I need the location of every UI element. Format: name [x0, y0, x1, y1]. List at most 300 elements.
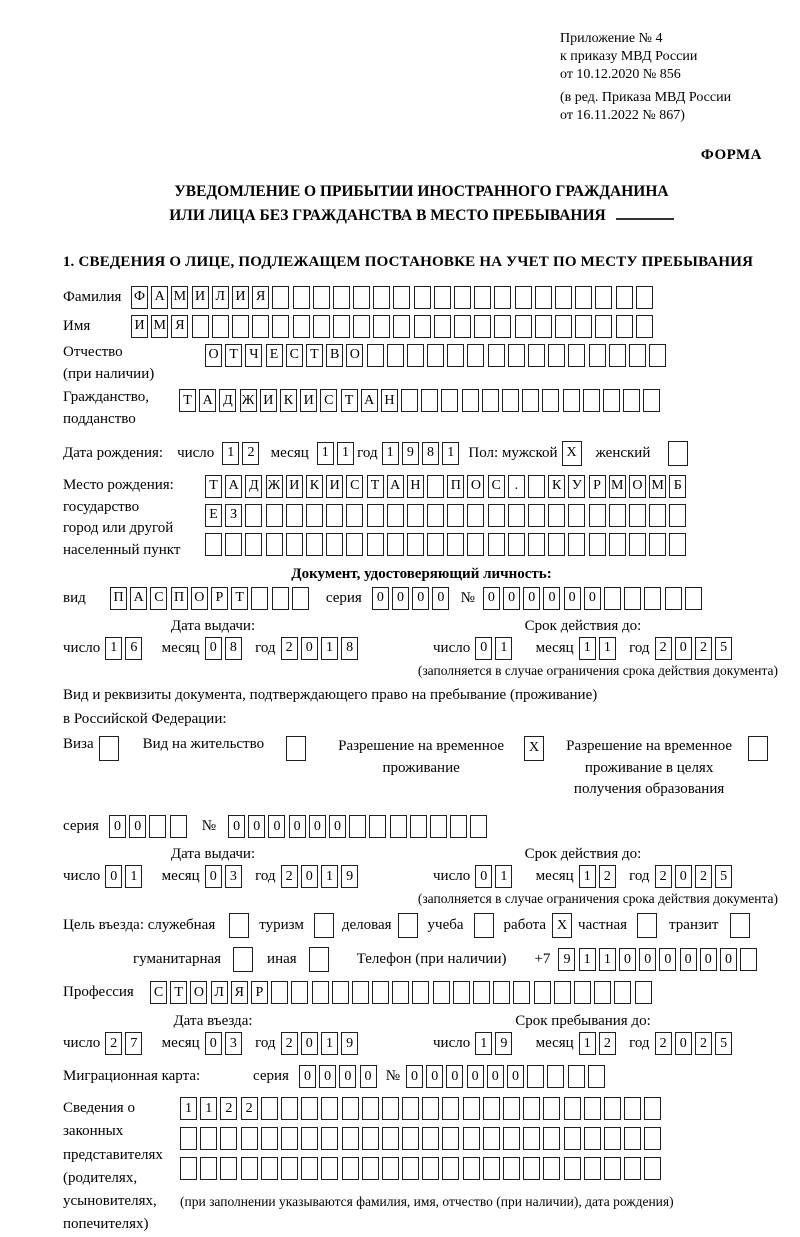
- permit-issue-month-cells: [205, 865, 245, 888]
- char-box: 2: [242, 442, 259, 465]
- char-box: [447, 533, 464, 556]
- char-box: 5: [715, 1032, 732, 1055]
- char-box: .: [508, 475, 525, 498]
- char-box: О: [205, 344, 222, 367]
- char-box: Т: [179, 389, 196, 412]
- char-box: [494, 315, 511, 338]
- entry-day-cells: [105, 1032, 145, 1055]
- char-box: 0: [301, 1032, 318, 1055]
- char-box: [604, 587, 621, 610]
- char-box: Ж: [266, 475, 283, 498]
- char-box: И: [131, 315, 148, 338]
- char-box: [333, 315, 350, 338]
- mig-series-label: серия: [253, 1068, 289, 1085]
- char-box: [333, 286, 350, 309]
- char-box: [225, 533, 242, 556]
- purpose-other-checkbox: [309, 947, 329, 972]
- char-box: [353, 286, 370, 309]
- char-box: [542, 389, 559, 412]
- char-box: [595, 286, 612, 309]
- char-box: О: [467, 475, 484, 498]
- char-box: [281, 1127, 298, 1150]
- char-box: 0: [564, 587, 581, 610]
- char-box: М: [649, 475, 666, 498]
- purpose-transit-label: транзит: [669, 917, 719, 934]
- char-box: М: [171, 286, 188, 309]
- char-box: 0: [619, 948, 636, 971]
- month-label: месяц: [161, 1035, 200, 1052]
- doc-valid-month-cells: [579, 637, 619, 660]
- char-box: [346, 504, 363, 527]
- year-label: год: [629, 868, 650, 885]
- char-box: [624, 1157, 641, 1180]
- char-box: 0: [639, 948, 656, 971]
- char-box: 0: [507, 1065, 524, 1088]
- char-box: 0: [339, 1065, 356, 1088]
- char-box: [522, 389, 539, 412]
- char-box: С: [150, 981, 167, 1004]
- char-box: 1: [579, 637, 596, 660]
- char-box: [422, 1097, 439, 1120]
- char-box: [382, 1157, 399, 1180]
- char-box: 9: [495, 1032, 512, 1055]
- char-box: [483, 1157, 500, 1180]
- migration-card-row: [63, 1065, 780, 1088]
- char-box: Е: [205, 504, 222, 527]
- char-box: [467, 344, 484, 367]
- char-box: [427, 504, 444, 527]
- birth-date-row: [63, 441, 780, 466]
- char-box: [441, 389, 458, 412]
- phone-prefix: +7: [534, 951, 551, 968]
- char-box: Е: [266, 344, 283, 367]
- gender-male-checkbox: X: [562, 441, 582, 466]
- char-box: [200, 1127, 217, 1150]
- char-box: [462, 389, 479, 412]
- char-box: 5: [715, 637, 732, 660]
- char-box: [454, 286, 471, 309]
- char-box: 1: [317, 442, 334, 465]
- char-box: [293, 286, 310, 309]
- surname-label: Фамилия: [63, 288, 122, 305]
- char-box: [414, 315, 431, 338]
- char-box: [393, 286, 410, 309]
- char-box: [488, 344, 505, 367]
- doc-valid-col: [433, 618, 745, 660]
- char-box: [402, 1097, 419, 1120]
- mig-number-cells: [406, 1065, 608, 1088]
- char-box: [609, 533, 626, 556]
- char-box: 0: [228, 815, 245, 838]
- month-label: месяц: [535, 1035, 574, 1052]
- char-box: 0: [446, 1065, 463, 1088]
- entry-dates-block: [63, 1013, 780, 1055]
- annex-line: к приказу МВД России: [560, 49, 698, 65]
- char-box: [644, 1157, 661, 1180]
- char-box: [321, 1097, 338, 1120]
- char-box: П: [110, 587, 127, 610]
- char-box: 1: [495, 637, 512, 660]
- char-box: 2: [281, 637, 298, 660]
- guardians-note: (при заполнении указываются фамилия, имя, отчество (при наличии), дата рождения): [180, 1194, 674, 1210]
- birth-place-row1-cells: [205, 475, 690, 498]
- permit-issue-year-cells: [281, 865, 362, 888]
- char-box: О: [191, 587, 208, 610]
- char-box: [321, 1157, 338, 1180]
- validity-note: (заполняется в случае ограничения срока действия документа): [417, 891, 778, 907]
- birth-date-label: Дата рождения:: [63, 444, 164, 461]
- char-box: Т: [231, 587, 248, 610]
- doc-issue-col: [63, 618, 433, 660]
- char-box: [528, 475, 545, 498]
- char-box: [286, 504, 303, 527]
- residence-checkbox-row: [63, 736, 780, 801]
- char-box: [272, 315, 289, 338]
- char-box: [401, 389, 418, 412]
- patronymic-label: Отчество (при наличии): [63, 343, 155, 382]
- patronymic-row: [63, 342, 780, 386]
- char-box: И: [192, 286, 209, 309]
- char-box: [523, 1157, 540, 1180]
- char-box: [564, 1127, 581, 1150]
- char-box: Я: [231, 981, 248, 1004]
- char-box: М: [609, 475, 626, 498]
- stay-year-cells: [655, 1032, 736, 1055]
- char-box: [442, 1097, 459, 1120]
- char-box: [555, 315, 572, 338]
- char-box: [508, 344, 525, 367]
- char-box: [543, 1127, 560, 1150]
- char-box: [575, 315, 592, 338]
- char-box: 3: [225, 1032, 242, 1055]
- char-box: Л: [212, 286, 229, 309]
- char-box: [367, 344, 384, 367]
- purpose-row-2: [63, 947, 780, 972]
- char-box: 9: [558, 948, 575, 971]
- char-box: Т: [225, 344, 242, 367]
- char-box: [548, 533, 565, 556]
- char-box: [427, 344, 444, 367]
- char-box: [407, 344, 424, 367]
- char-box: [624, 1097, 641, 1120]
- char-box: Р: [211, 587, 228, 610]
- char-box: 0: [406, 1065, 423, 1088]
- month-label: месяц: [270, 444, 309, 461]
- entry-date-title: Дата въезда:: [173, 1013, 253, 1030]
- char-box: Ч: [245, 344, 262, 367]
- char-box: [362, 1127, 379, 1150]
- month-label: месяц: [161, 639, 200, 656]
- purpose-private-checkbox: [637, 913, 657, 938]
- day-label: число: [63, 1035, 101, 1052]
- char-box: [434, 286, 451, 309]
- permit-series-cells: [109, 815, 190, 838]
- residence-permit-label: Вид на жительство: [142, 735, 265, 752]
- char-box: [245, 533, 262, 556]
- char-box: А: [361, 389, 378, 412]
- day-label: число: [433, 868, 471, 885]
- annex-line: (в ред. Приказа МВД России: [560, 89, 732, 105]
- mig-number-label: №: [385, 1068, 400, 1085]
- char-box: [332, 981, 349, 1004]
- char-box: 0: [109, 815, 126, 838]
- char-box: [281, 1157, 298, 1180]
- profession-label: Профессия: [63, 984, 134, 1001]
- char-box: [463, 1127, 480, 1150]
- citizenship-label: Гражданство, подданство: [63, 389, 150, 428]
- char-box: [554, 981, 571, 1004]
- char-box: 0: [675, 1032, 692, 1055]
- permit-number-label: №: [201, 818, 217, 835]
- residence-doc-line2: в Российской Федерации:: [63, 710, 227, 727]
- char-box: [313, 286, 330, 309]
- char-box: К: [280, 389, 297, 412]
- char-box: Д: [219, 389, 236, 412]
- char-box: 0: [543, 587, 560, 610]
- char-box: [624, 587, 641, 610]
- validity-note: (заполняется в случае ограничения срока действия документа): [417, 662, 778, 678]
- char-box: 2: [281, 1032, 298, 1055]
- char-box: Т: [367, 475, 384, 498]
- char-box: [326, 504, 343, 527]
- purpose-business-checkbox: [398, 913, 418, 938]
- char-box: [482, 389, 499, 412]
- char-box: 1: [125, 865, 142, 888]
- char-box: [433, 981, 450, 1004]
- char-box: [584, 1097, 601, 1120]
- char-box: [422, 1157, 439, 1180]
- purpose-humanitarian-checkbox: [233, 947, 253, 972]
- char-box: [543, 1157, 560, 1180]
- stay-until-row: [433, 1032, 745, 1055]
- char-box: [342, 1097, 359, 1120]
- char-box: [266, 504, 283, 527]
- char-box: [427, 475, 444, 498]
- char-box: [635, 981, 652, 1004]
- purpose-official-checkbox: [229, 913, 249, 938]
- char-box: [326, 533, 343, 556]
- char-box: 0: [475, 865, 492, 888]
- char-box: 0: [700, 948, 717, 971]
- char-box: [588, 1065, 605, 1088]
- char-box: [474, 315, 491, 338]
- char-box: [483, 1127, 500, 1150]
- purpose-work-label: работа: [503, 917, 547, 934]
- char-box: [434, 315, 451, 338]
- char-box: [589, 533, 606, 556]
- char-box: 1: [321, 865, 338, 888]
- permit-valid-month-cells: [579, 865, 619, 888]
- visa-label: Виза: [63, 735, 94, 752]
- doc-valid-day-cells: [475, 637, 515, 660]
- char-box: [241, 1127, 258, 1150]
- char-box: С: [150, 587, 167, 610]
- char-box: 1: [180, 1097, 197, 1120]
- char-box: [463, 1097, 480, 1120]
- char-box: [454, 315, 471, 338]
- char-box: [503, 1097, 520, 1120]
- char-box: 8: [341, 637, 358, 660]
- purpose-work-checkbox: X: [552, 913, 572, 938]
- phone-label: Телефон (при наличии): [356, 951, 507, 968]
- purpose-official-label: Цель въезда: служебная: [63, 917, 216, 934]
- residence-doc-line1: Вид и реквизиты документа, подтверждающего право на пребывание (проживание): [63, 686, 598, 703]
- char-box: 2: [241, 1097, 258, 1120]
- permit-valid-row: [433, 865, 745, 888]
- char-box: [685, 587, 702, 610]
- char-box: [387, 533, 404, 556]
- guardians-row2-cells: [180, 1127, 674, 1150]
- doc-number-label: №: [460, 589, 475, 606]
- char-box: 0: [659, 948, 676, 971]
- char-box: 1: [475, 1032, 492, 1055]
- char-box: [261, 1157, 278, 1180]
- migration-card-label: Миграционная карта:: [63, 1068, 201, 1085]
- char-box: Я: [252, 286, 269, 309]
- birth-year-cells: [382, 442, 463, 465]
- char-box: [604, 1097, 621, 1120]
- doc-issue-month-cells: [205, 637, 245, 660]
- char-box: 0: [680, 948, 697, 971]
- purpose-transit-checkbox: [730, 913, 750, 938]
- char-box: К: [548, 475, 565, 498]
- char-box: С: [346, 475, 363, 498]
- name-row: [63, 315, 780, 338]
- profession-row: [63, 981, 780, 1004]
- char-box: [575, 286, 592, 309]
- char-box: И: [286, 475, 303, 498]
- surname-cells: [131, 286, 656, 309]
- entry-date-col: [63, 1013, 433, 1055]
- doc-series-cells: [372, 587, 453, 610]
- char-box: [589, 344, 606, 367]
- char-box: У: [568, 475, 585, 498]
- char-box: [467, 533, 484, 556]
- char-box: [568, 504, 585, 527]
- char-box: [170, 815, 187, 838]
- char-box: [470, 815, 487, 838]
- char-box: [301, 1097, 318, 1120]
- char-box: 0: [248, 815, 265, 838]
- char-box: [629, 533, 646, 556]
- char-box: 2: [695, 865, 712, 888]
- char-box: [644, 1127, 661, 1150]
- section1-heading: 1. СВЕДЕНИЯ О ЛИЦЕ, ПОДЛЕЖАЩЕМ ПОСТАНОВКЕ НА УЧЕТ ПО МЕСТУ ПРЕБЫВАНИЯ: [62, 253, 754, 270]
- char-box: 2: [695, 1032, 712, 1055]
- char-box: [604, 1157, 621, 1180]
- permit-series-row: [63, 815, 780, 838]
- char-box: О: [346, 344, 363, 367]
- doc-type-cells: [110, 587, 312, 610]
- char-box: [312, 981, 329, 1004]
- char-box: [342, 1127, 359, 1150]
- year-label: год: [255, 1035, 276, 1052]
- purpose-other-label: иная: [267, 951, 297, 968]
- char-box: 1: [599, 637, 616, 660]
- char-box: [373, 286, 390, 309]
- permit-issue-title: Дата выдачи:: [170, 846, 256, 863]
- char-box: [494, 286, 511, 309]
- char-box: В: [326, 344, 343, 367]
- char-box: [342, 1157, 359, 1180]
- char-box: Б: [669, 475, 686, 498]
- char-box: [548, 504, 565, 527]
- day-label: число: [433, 639, 471, 656]
- char-box: И: [232, 286, 249, 309]
- month-label: месяц: [535, 868, 574, 885]
- purpose-humanitarian-label: гуманитарная: [133, 951, 222, 968]
- char-box: [422, 1127, 439, 1150]
- char-box: [649, 533, 666, 556]
- char-box: Т: [205, 475, 222, 498]
- mig-series-cells: [299, 1065, 380, 1088]
- char-box: [535, 286, 552, 309]
- residence-permit-checkbox: [286, 736, 306, 761]
- char-box: [609, 344, 626, 367]
- char-box: [346, 533, 363, 556]
- char-box: Я: [171, 315, 188, 338]
- temp-permit-item: [328, 736, 544, 780]
- char-box: П: [447, 475, 464, 498]
- char-box: [568, 1065, 585, 1088]
- annex-line: от 16.11.2022 № 867): [560, 107, 685, 123]
- purpose-business-label: деловая: [341, 917, 392, 934]
- char-box: [241, 1157, 258, 1180]
- char-box: [447, 344, 464, 367]
- char-box: [272, 286, 289, 309]
- char-box: [407, 533, 424, 556]
- char-box: [352, 981, 369, 1004]
- char-box: 9: [341, 865, 358, 888]
- char-box: [473, 981, 490, 1004]
- month-label: месяц: [535, 639, 574, 656]
- char-box: [427, 533, 444, 556]
- char-box: А: [199, 389, 216, 412]
- char-box: 1: [222, 442, 239, 465]
- char-box: [488, 533, 505, 556]
- char-box: 0: [675, 865, 692, 888]
- char-box: 2: [599, 865, 616, 888]
- char-box: [609, 504, 626, 527]
- char-box: [535, 315, 552, 338]
- char-box: [349, 815, 366, 838]
- char-box: [192, 315, 209, 338]
- residence-permit-item: [143, 736, 306, 761]
- char-box: 0: [372, 587, 389, 610]
- permit-series-label: серия: [63, 818, 99, 835]
- char-box: 0: [205, 637, 222, 660]
- year-label: год: [255, 868, 276, 885]
- char-box: 0: [105, 865, 122, 888]
- char-box: [624, 1127, 641, 1150]
- char-box: [740, 948, 757, 971]
- char-box: Н: [381, 389, 398, 412]
- char-box: [321, 1127, 338, 1150]
- char-box: [528, 533, 545, 556]
- char-box: [286, 533, 303, 556]
- char-box: [649, 504, 666, 527]
- char-box: 0: [289, 815, 306, 838]
- birth-day-cells: [222, 442, 262, 465]
- doc-valid-row: [433, 637, 745, 660]
- char-box: [266, 533, 283, 556]
- char-box: [180, 1127, 197, 1150]
- char-box: [301, 1127, 318, 1150]
- char-box: 8: [225, 637, 242, 660]
- char-box: 5: [715, 865, 732, 888]
- char-box: [362, 1157, 379, 1180]
- char-box: 1: [382, 442, 399, 465]
